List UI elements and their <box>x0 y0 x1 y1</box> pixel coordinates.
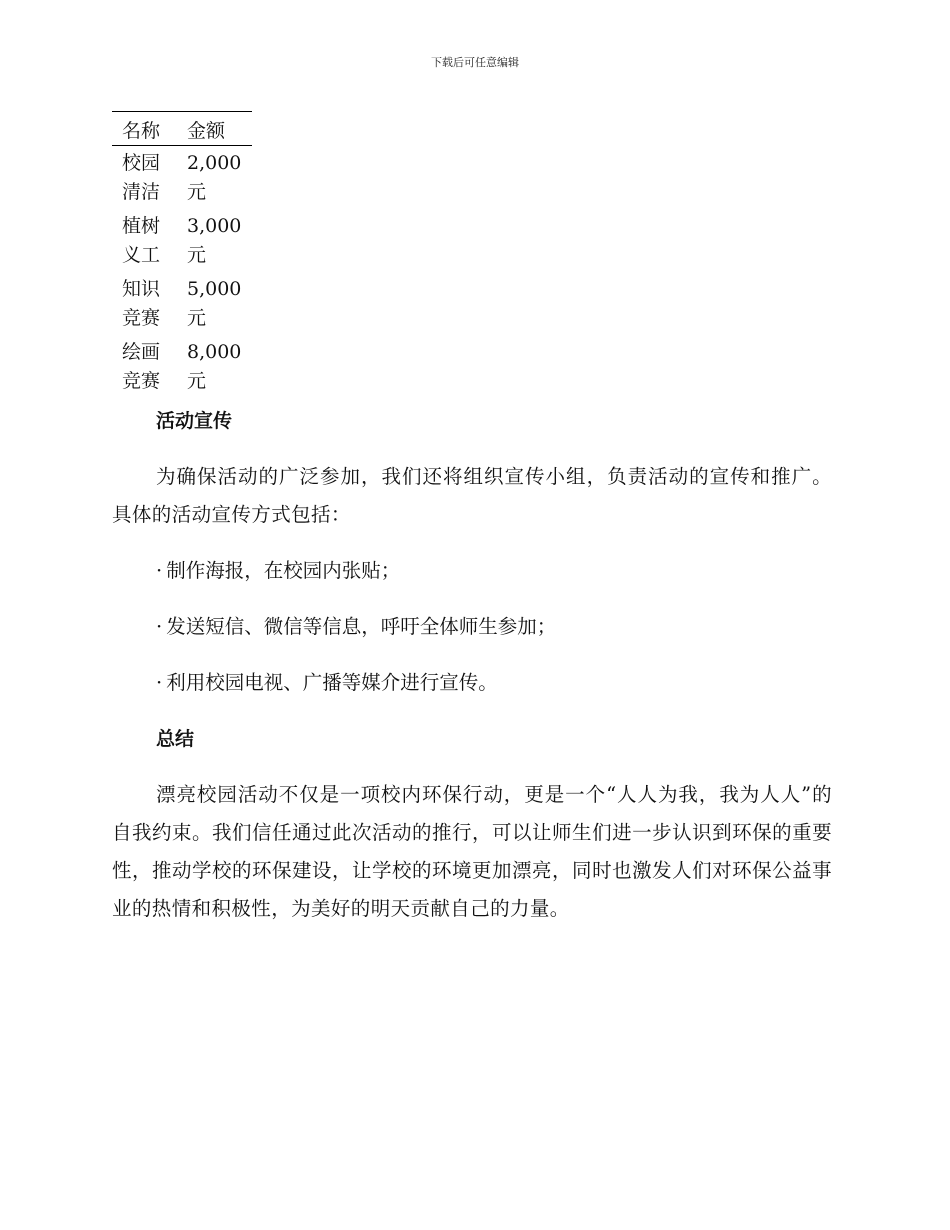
section-heading-promotion: 活动宣传 <box>156 410 233 432</box>
section-heading-summary: 总结 <box>156 728 195 750</box>
cell-amount-line: 元 <box>187 244 207 266</box>
cell-name-line: 竞赛 <box>122 307 161 329</box>
list-item <box>112 664 832 702</box>
cell-name-line: 校园 <box>122 152 161 174</box>
bullet-icon: · <box>156 671 163 694</box>
cell-amount-line: 元 <box>187 307 207 329</box>
table-row <box>112 272 252 335</box>
cell-amount-line: 元 <box>187 370 207 392</box>
cell-name-line: 竞赛 <box>122 370 161 392</box>
cell-amount-line: 5,000 <box>187 278 242 300</box>
table-header-row <box>112 112 252 146</box>
table-row <box>112 146 252 210</box>
table-row <box>112 209 252 272</box>
cell-name <box>112 272 177 335</box>
list-item-text: 利用校园电视、广播等媒介进行宣传。 <box>166 671 498 694</box>
cell-amount-line: 8,000 <box>187 341 242 363</box>
cell-name-line: 知识 <box>122 278 161 300</box>
cell-name <box>112 209 177 272</box>
summary-paragraph: 漂亮校园活动不仅是一项校内环保行动，更是一个“人人为我，我为人人”的自我约束。我们信任通过此次活动的推行，可以让师生们进一步认识到环保的重要性，推动学校的环保建设，让学校的环境更加漂亮，同时也激发人们对环保公益事业的热情和积极性，为美好的明天贡献自己的力量。 <box>112 783 832 920</box>
cell-name-line: 植树 <box>122 215 161 237</box>
bullet-icon: · <box>156 615 163 638</box>
cell-amount-line: 元 <box>187 181 207 203</box>
list-item <box>112 608 832 646</box>
cell-name-line: 绘画 <box>122 341 161 363</box>
column-header-name: 名称 <box>112 112 177 146</box>
budget-table <box>112 111 252 398</box>
cell-amount-line: 2,000 <box>187 152 242 174</box>
list-item <box>112 552 832 590</box>
bullet-icon: · <box>156 559 163 582</box>
cell-name-line: 义工 <box>122 244 161 266</box>
table-row <box>112 335 252 398</box>
list-item-text: 制作海报，在校园内张贴； <box>166 559 401 582</box>
list-item-text: 发送短信、微信等信息，呼吁全体师生参加； <box>166 615 557 638</box>
promotion-intro-paragraph: 为确保活动的广泛参加，我们还将组织宣传小组，负责活动的宣传和推广。具体的活动宣传方式包括： <box>112 465 832 526</box>
cell-name <box>112 146 177 210</box>
cell-amount <box>177 209 252 272</box>
cell-name <box>112 335 177 398</box>
cell-amount-line: 3,000 <box>187 215 242 237</box>
cell-amount <box>177 335 252 398</box>
cell-name-line: 清洁 <box>122 181 161 203</box>
document-body <box>112 402 832 946</box>
cell-amount <box>177 146 252 210</box>
column-header-amount: 金额 <box>177 112 252 146</box>
cell-amount <box>177 272 252 335</box>
page-header: 下载后可任意编辑 <box>431 56 519 69</box>
